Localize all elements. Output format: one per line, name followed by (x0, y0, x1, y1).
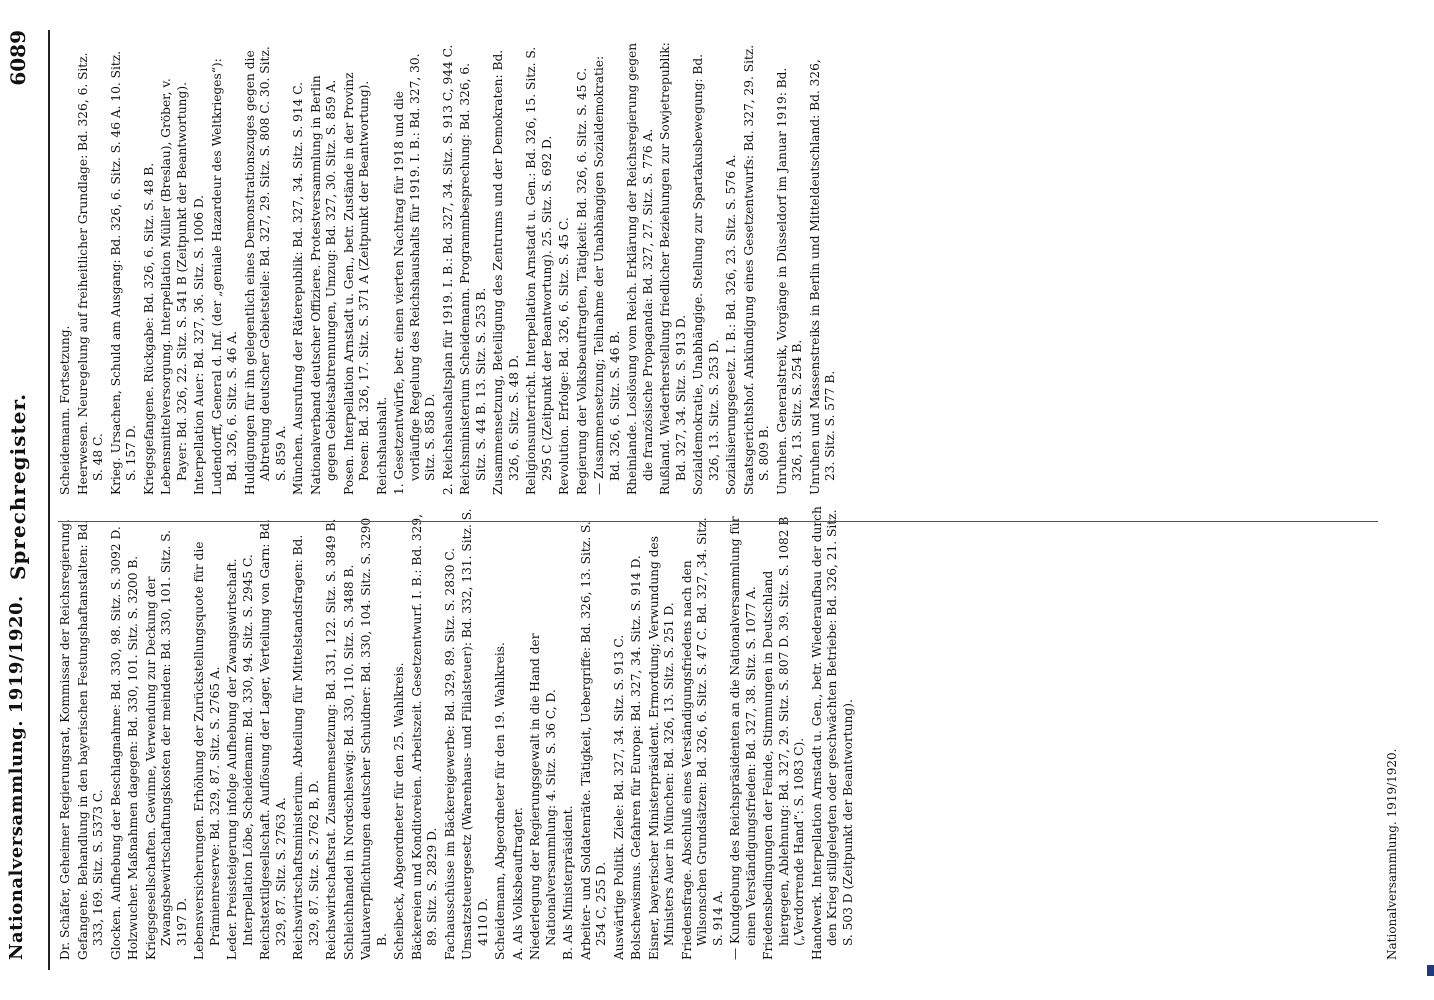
index-entry: Rußland. Wiederherstellung friedlicher Beziehungen zur Sowjetrepublik: Bd. 327, 34. Sitz. S. 913 D. (658, 42, 688, 495)
index-entry: Fachausschüsse im Bäckereigewerbe: Bd. 329, 89. Sitz. S. 2830 C. (442, 547, 457, 960)
index-entry: Reichswirtschaftsministerium. Abteilung für Mittelstandsfragen: Bd. 329, 87. Sitz. S. 2762 B, D. (291, 534, 321, 960)
index-entry: Nationalverband deutscher Offiziere. Protestversammlung in Berlin gegen Gebietsabtrennungen, Umzug: Bd. 327, 30. Sitz. S. 859 A. (308, 75, 338, 495)
index-entry: Kriegsgesellschaften. Gewinne, Verwendung zur Deckung der Zwangsbewirtschaftungskosten der meinden: Bd. 330, 101. Sitz. S. 3197 D. (143, 529, 189, 960)
right-column (58, 40, 1378, 495)
index-entry: Zusammensetzung, Beteiligung des Zentrums und der Demokraten: Bd. 326, 6. Sitz. S. 48 D. (491, 49, 521, 495)
index-entry: Friedensbedingungen der Feinde, Stimmungen in Deutschland hiergegen, Ablehnung: Bd. 327, 29. Sitz. S. 807 D. 39. Sitz. S. 1082 B („Verdorrende Hand“: S. 1083 C). (761, 516, 806, 960)
index-entry: Friedensfrage. Abschluß eines Verständigungsfriedens nach den Wilsonschen Grundsätzen: Bd. 326, 6. Sitz. S. 47 C. Bd. 327, 34. Sitz. S. 914 A. (679, 517, 725, 960)
index-entry: Posen. Interpellation Arnstadt u. Gen., betr. Zustände in der Provinz Posen: Bd. 326, 17. Sitz. S. 371 A (Zeitpunkt der Beantwortung). (341, 72, 371, 495)
index-entry: Scheidemann, Abgeordneter für den 19. Wahlkreis. (493, 642, 507, 960)
index-entry: Interpellation Auer: Bd. 327, 36. Sitz. S. 1006 D. (192, 194, 206, 495)
index-entry: Krieg. Ursachen, Schuld am Ausgang: Bd. 326, 6. Sitz. S. 46 A. 10. Sitz. S. 157 D. (108, 50, 138, 495)
index-entry: Holzwucher. Maßnahmen dagegen: Bd. 330, 101. Sitz. S. 3200 B. (126, 555, 140, 960)
index-entry: Gefangene. Behandlung in den bayerischen Festungshaftanstalten: Bd. 333, 169. Sitz. S. 5373 C. (75, 519, 105, 960)
index-entry: Bäckereien und Konditoreien. Arbeitszeit. Gesetzentwurf. I. B.: Bd. 329, 89. Sitz. S. 2829 D. (409, 513, 439, 960)
index-entry: Ludendorff, General d. Inf. (der „geniale Hazardeur des Weltkrieges“): Bd. 326, 6. Sitz. S. 46 A. (209, 58, 239, 495)
index-entry: Leder. Preissteigerung infolge Aufhebung der Zwangswirtschaft. Interpellation Löbe, Scheidemann: Bd. 330, 94. Sitz. S. 2945 C. (225, 554, 255, 960)
index-entry: Scheibeck, Abgeordneter für den 25. Wahlkreis. (392, 662, 406, 960)
index-entry: Sozialdemokratie, Unabhängige. Stellung zur Spartakusbewegung: Bd. 326, 13. Sitz. S. 253 D. (691, 54, 721, 495)
index-entry: Religionsunterricht. Interpellation Arnstadt u. Gen.: Bd. 326, 15. Sitz. S. 295 C (Zeitpunkt der Beantwortung). 25. Sitz. S. 692 D. (524, 46, 554, 495)
index-entry: München. Ausrufung der Räterepublik: Bd. 327, 34. Sitz. S. 914 C. (291, 82, 305, 495)
index-entry: Staatsgerichtshof. Ankündigung eines Gesetzentwurfs: Bd. 327, 29. Sitz. S. 809 B. (741, 44, 771, 495)
header-title: Sprechregister. (6, 392, 30, 580)
index-entry: Niederlegung der Regierungsgewalt in die Hand der Nationalversammlung: 4. Sitz. S. 36 C, D. (528, 633, 558, 960)
index-entry: A. Als Volksbeauftragter. (510, 807, 525, 960)
index-entry: Scheidemann. Fortsetzung. (58, 325, 72, 495)
index-entry: Reichshaushalt. (374, 396, 389, 495)
index-entry: Reichswirtschaftsrat. Zusammensetzung: Bd. 331, 122. Sitz. S. 3849 B. (324, 518, 338, 960)
index-entry: Regierung der Volksbeauftragten, Tätigkeit: Bd. 326, 6. Sitz. S. 45 C. (574, 67, 589, 495)
index-entry: — Kundgebung des Reichspräsidenten an die Nationalversammlung für einen Verständigungsfrieden: Bd. 327, 38. Sitz. S. 1077 A. (728, 516, 758, 960)
index-entry: Unruhen und Massenstreiks in Berlin und Mitteldeutschland: Bd. 326, 23. Sitz. S. 577 B. (807, 59, 837, 495)
index-entry: 2. Reichshaushaltsplan für 1919. I. B.: Bd. 327, 34. Sitz. S. 913 C, 944 C. (440, 44, 455, 495)
index-entry: Valutaverpflichtungen deutscher Schuldner: Bd. 330, 104. Sitz. S. 3290 B. (359, 517, 389, 960)
column-divider (58, 521, 1378, 522)
header-left: Nationalversammlung. 1919/1920. (6, 595, 27, 960)
page-number: 6089 (6, 30, 30, 86)
index-entry: B. Als Ministerpräsident. (561, 805, 575, 960)
index-entry: Arbeiter- und Soldatenräte. Tätigkeit, Uebergriffe: Bd. 326, 13. Sitz. S. 254 C, 255 D. (578, 521, 608, 960)
index-entry: Huldigungen für ihn gelegentlich eines Demonstrationszuges gegen die Abtretung deutscher Gebietsteile: Bd. 327, 29. Sitz. S. 808 C. 30. Sitz. S. 859 A. (242, 46, 288, 495)
index-entry: Lebensmittelversorgung. Interpellation Müller (Breslau), Gröber, v. Payer: Bd. 326, 22. Sitz. S. 541 B (Zeitpunkt der Beantwortung). (159, 78, 189, 495)
index-entry: Glocken. Aufhebung der Beschlagnahme: Bd. 330, 98. Sitz. S. 3092 D. (108, 526, 123, 960)
index-entry: Kriegsgefangene. Rückgabe: Bd. 326, 6. Sitz. S. 48 B. (141, 162, 156, 495)
index-entry: Rheinlande. Loslösung vom Reich. Erklärung der Reichsregierung gegen die französische Propaganda: Bd. 327, 27. Sitz. S. 776 A. (625, 42, 655, 495)
index-entry: Handwerk. Interpellation Arnstadt u. Gen., betr. Wiederaufbau der durch den Krieg stillgelegten oder geschwächten Betriebe: Bd. 326, 21. Sitz. S. 503 D (Zeitpunkt der Beantwortung). (809, 506, 855, 960)
footer: Nationalversammlung. 1919/1920. (1385, 748, 1399, 960)
index-entry: Revolution. Erfolge: Bd. 326, 6. Sitz. S. 45 C. (557, 217, 571, 495)
index-entry: Eisner, bayerischer Ministerpräsident. Ermordung; Verwundung des Ministers Auer in München: Bd. 326, 13. Sitz. S. 251 D. (646, 536, 676, 960)
index-entry: Schleichhandel in Nordschleswig: Bd. 330, 110. Sitz. S. 3488 B. (341, 564, 356, 960)
index-entry: Sozialisierungsgesetz. I. B.: Bd. 326, 23. Sitz. S. 576 A. (724, 154, 738, 495)
index-entry: 1. Gesetzentwürfe, betr. einen vierten Nachtrag für 1918 und die vorläufige Regelung des Reichshaushalts für 1919. I. B.: Bd. 327, 30. Sitz. S. 858 D. (392, 53, 437, 495)
dfg-logo (1427, 965, 1434, 976)
index-entry: Reichsministerium Scheidemann. Programmbesprechung: Bd. 326, 6. Sitz. S. 44 B. 13. Sitz. S. 253 B. (458, 63, 488, 495)
index-entry: Lebensversicherungen. Erhöhung der Zurückstellungsquote für die Prämienreserve: Bd. 329, 87. Sitz. S. 2765 A. (192, 541, 222, 960)
header-rule (48, 30, 50, 970)
index-entry: Bolschewismus. Gefahren für Europa: Bd. 327, 34. Sitz. S. 914 D. (629, 555, 643, 960)
index-entry: Reichstextilgesellschaft. Auflösung der Lager, Verteilung von Garn: Bd. 329, 87. Sitz. S. 2763 A. (258, 519, 288, 960)
page-header (6, 0, 46, 1000)
index-entry: Dr. Schäfer, Geheimer Regierungsrat, Kommissar der Reichsregierung. (58, 519, 72, 960)
index-entry: Unruhen. Generalstreik, Vorgänge in Düsseldorf im Januar 1919: Bd. 326, 13. Sitz. S. 254 B. (774, 67, 804, 495)
index-entry: — Zusammensetzung; Teilnahme der Unabhängigen Sozialdemokratie: Bd. 326, 6. Sitz. S. 46 B. (592, 55, 622, 495)
index-entry: Auswärtige Politik. Ziele: Bd. 327, 34. Sitz. S. 913 C. (611, 634, 626, 960)
index-entry: Umsatzsteuergesetz (Warenhaus- und Filialsteuer): Bd. 332, 131. Sitz. S. 4110 D. (460, 508, 490, 960)
digitization-note (1410, 10, 1432, 990)
left-column (58, 505, 1378, 960)
index-entry: Heerwesen. Neuregelung auf freiheitlicher Grundlage: Bd. 326, 6. Sitz. S. 48 C. (75, 52, 105, 495)
